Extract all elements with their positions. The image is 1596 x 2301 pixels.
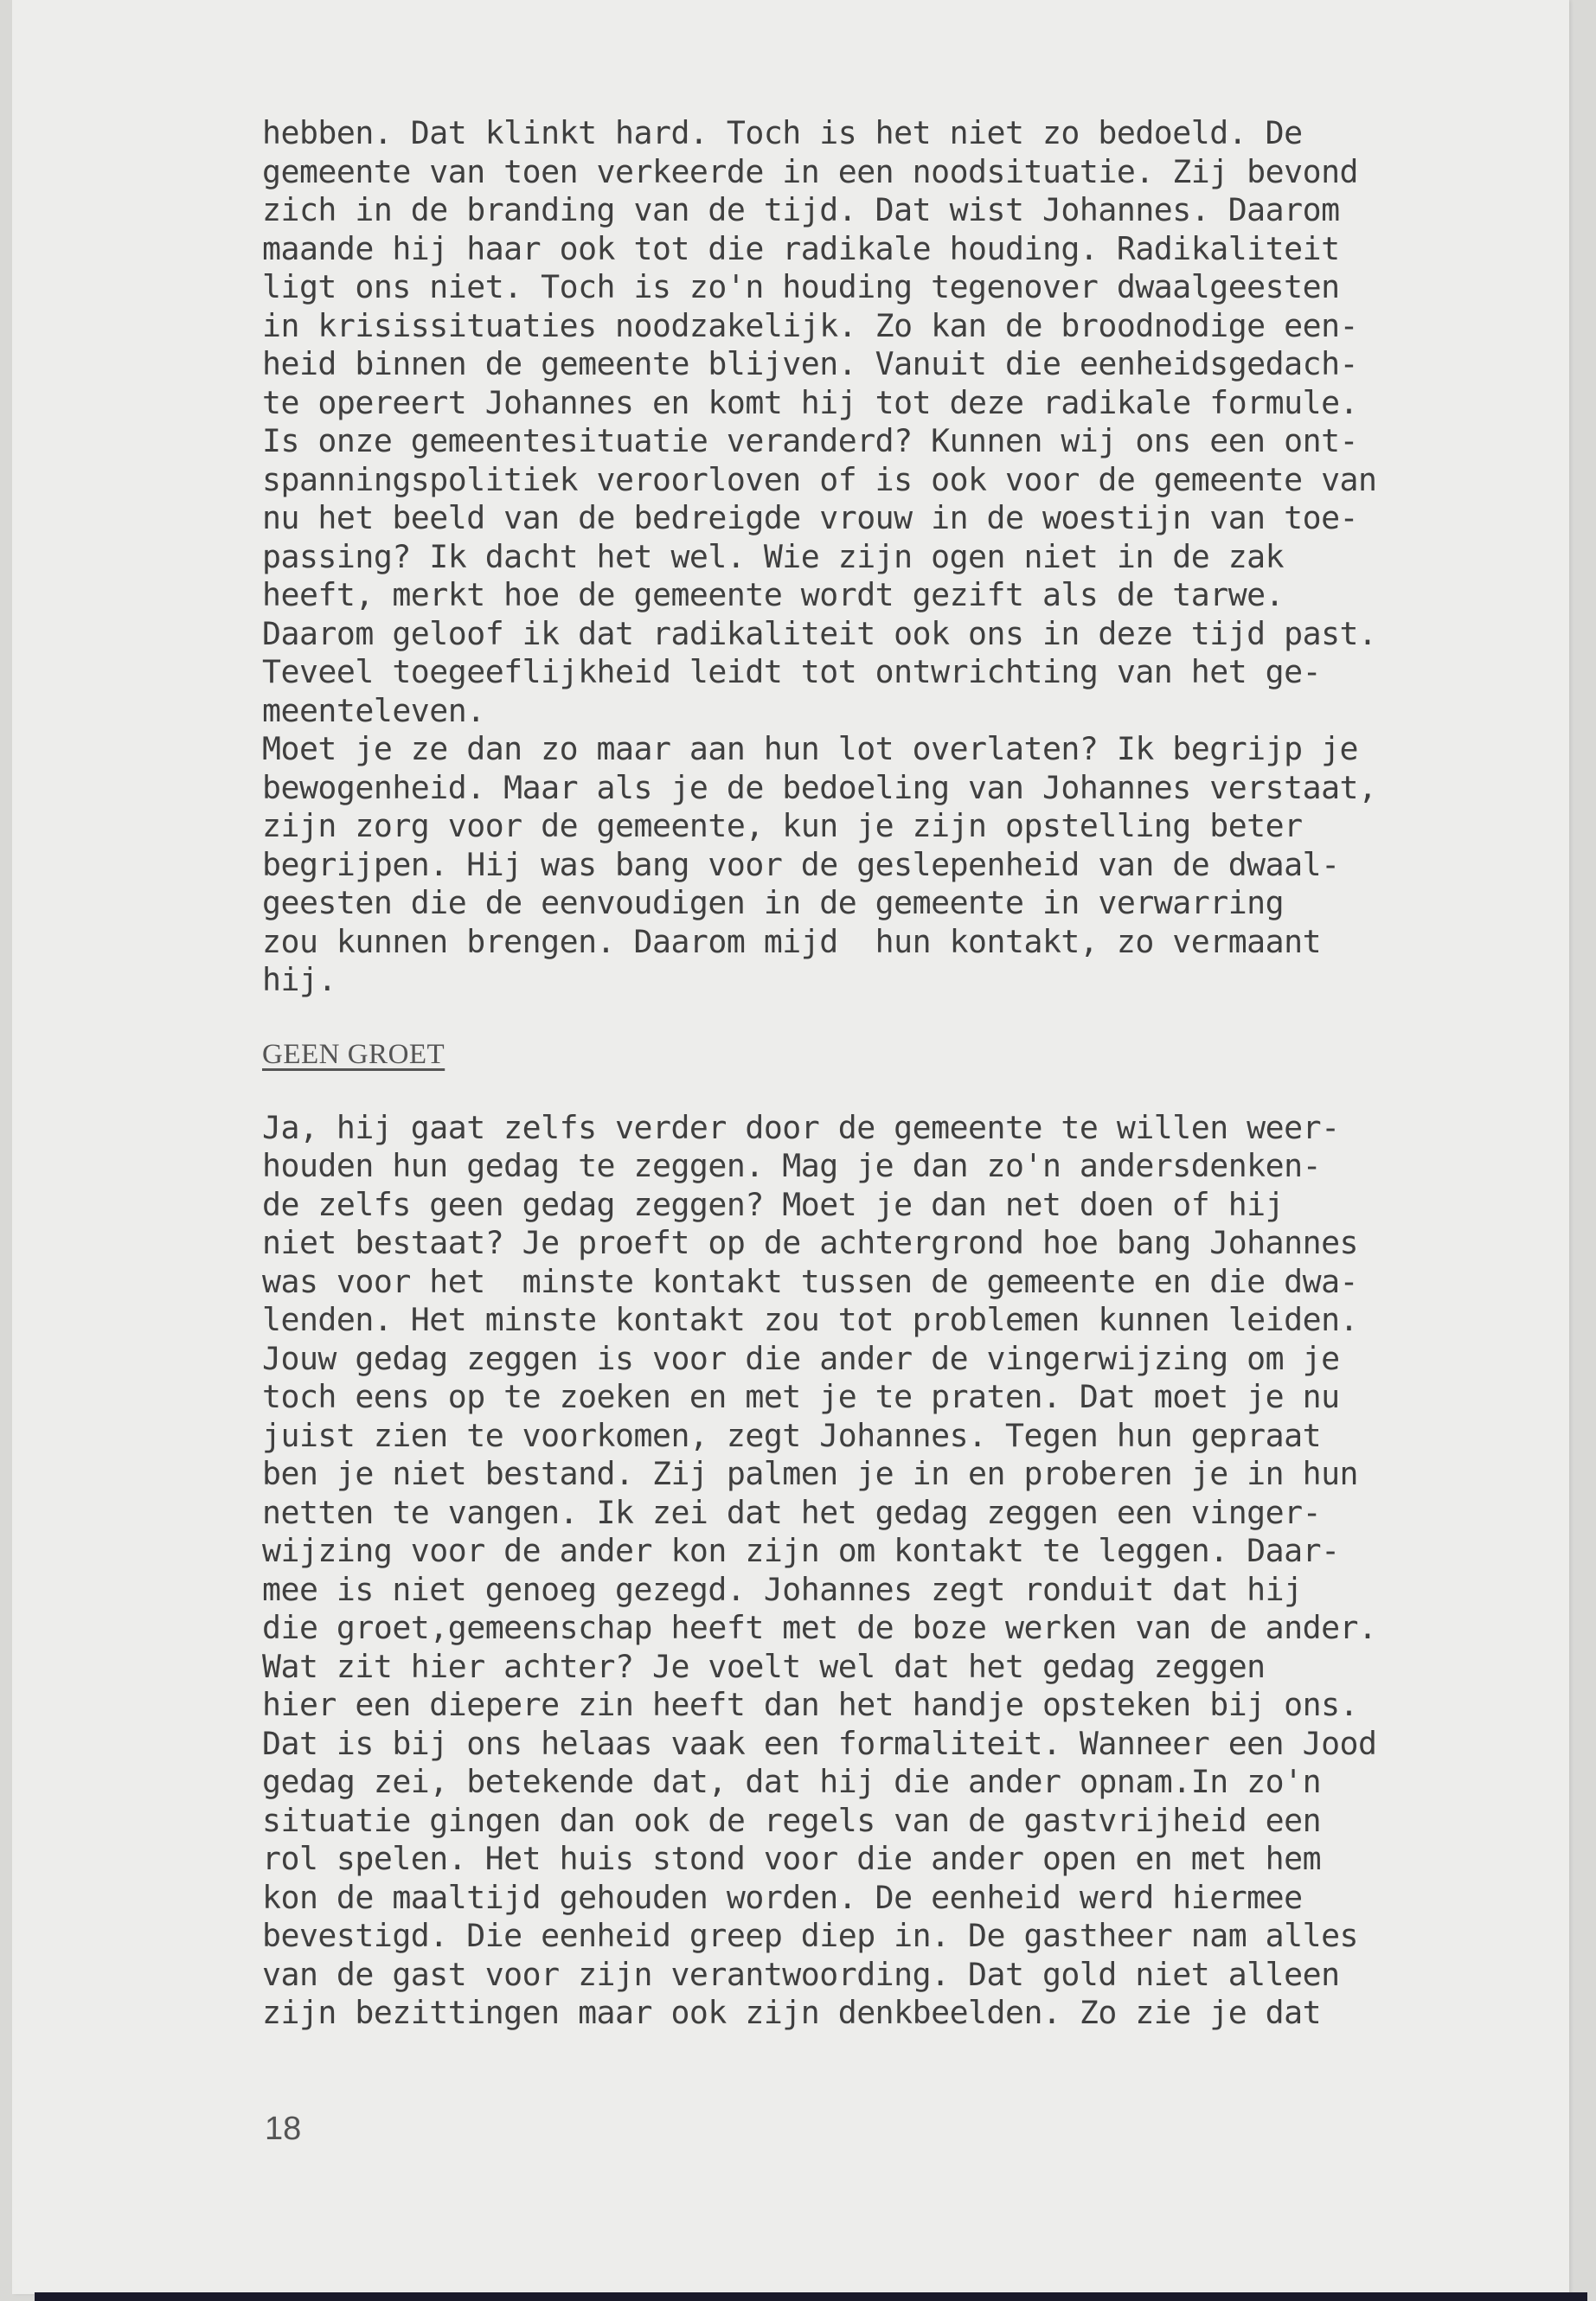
- scan-edge-bar: [35, 2292, 1587, 2301]
- text-line: geesten die de eenvoudigen in de gemeente in verwarring: [262, 884, 1285, 921]
- text-line: nu het beeld van de bedreigde vrouw in de woestijn van toe-: [262, 499, 1359, 536]
- text-line: toch eens op te zoeken en met je te praten. Dat moet je nu: [262, 1378, 1340, 1415]
- text-line: Ja, hij gaat zelfs verder door de gemeente te willen weer-: [262, 1108, 1340, 1146]
- body-text: [262, 114, 1473, 2033]
- text-line: lenden. Het minste kontakt zou tot problemen kunnen leiden.: [262, 1301, 1359, 1338]
- text-line: Teveel toegeeflijkheid leidt tot ontwrichting van het ge-: [262, 653, 1322, 690]
- text-line: passing? Ik dacht het wel. Wie zijn ogen niet in de zak: [262, 537, 1285, 575]
- text-line: was voor het minste kontakt tussen de gemeente en die dwa-: [262, 1262, 1359, 1300]
- text-line: heeft, merkt hoe de gemeente wordt gezift als de tarwe.: [262, 576, 1285, 613]
- text-line: bewogenheid. Maar als je de bedoeling van Johannes verstaat,: [262, 768, 1377, 806]
- text-line: hebben. Dat klinkt hard. Toch is het niet zo bedoeld. De: [262, 114, 1303, 151]
- text-line: de zelfs geen gedag zeggen? Moet je dan net doen of hij: [262, 1185, 1285, 1223]
- heading-row: [262, 1000, 1473, 1109]
- text-line: Dat is bij ons helaas vaak een formaliteit. Wanneer een Jood: [262, 1724, 1377, 1762]
- text-line: Daarom geloof ik dat radikaliteit ook ons in deze tijd past.: [262, 614, 1377, 652]
- text-line: mee is niet genoeg gezegd. Johannes zegt ronduit dat hij: [262, 1570, 1303, 1608]
- text-line: meenteleven.: [262, 691, 485, 729]
- text-line: Jouw gedag zeggen is voor die ander de vingerwijzing om je: [262, 1339, 1340, 1377]
- document-page: [12, 0, 1569, 2294]
- text-line: gemeente van toen verkeerde in een noodsituatie. Zij bevond: [262, 152, 1359, 190]
- text-line: heid binnen de gemeente blijven. Vanuit die eenheidsgedach-: [262, 345, 1359, 382]
- text-line: niet bestaat? Je proeft op de achtergrond hoe bang Johannes: [262, 1224, 1359, 1261]
- text-line: Is onze gemeentesituatie veranderd? Kunnen wij ons een ont-: [262, 422, 1359, 459]
- text-line: maande hij haar ook tot die radikale houding. Radikaliteit: [262, 229, 1340, 267]
- text-line: ligt ons niet. Toch is zo'n houding tegenover dwaalgeesten: [262, 268, 1340, 305]
- paragraph-2: [262, 1109, 1473, 2033]
- page-number: 18: [265, 2111, 302, 2147]
- text-line: begrijpen. Hij was bang voor de geslepenheid van de dwaal-: [262, 845, 1340, 883]
- text-line: hij.: [262, 961, 337, 998]
- text-line: wijzing voor de ander kon zijn om kontakt te leggen. Daar-: [262, 1532, 1340, 1569]
- text-line: zich in de branding van de tijd. Dat wist Johannes. Daarom: [262, 191, 1340, 228]
- text-line: zou kunnen brengen. Daarom mijd hun kontakt, zo vermaant: [262, 922, 1322, 960]
- text-line: Moet je ze dan zo maar aan hun lot overlaten? Ik begrijp je: [262, 730, 1359, 767]
- text-line: gedag zei, betekende dat, dat hij die ander opnam.In zo'n: [262, 1763, 1322, 1800]
- text-line: zijn zorg voor de gemeente, kun je zijn opstelling beter: [262, 807, 1303, 844]
- section-heading: GEEN GROET: [262, 1038, 445, 1070]
- text-line: juist zien te voorkomen, zegt Johannes. Tegen hun gepraat: [262, 1416, 1322, 1454]
- text-line: netten te vangen. Ik zei dat het gedag zeggen een vinger-: [262, 1493, 1322, 1531]
- text-line: kon de maaltijd gehouden worden. De eenheid werd hiermee: [262, 1878, 1303, 1916]
- text-line: spanningspolitiek veroorloven of is ook voor de gemeente van: [262, 460, 1377, 498]
- text-line: Wat zit hier achter? Je voelt wel dat het gedag zeggen: [262, 1647, 1266, 1685]
- text-line: situatie gingen dan ook de regels van de gastvrijheid een: [262, 1801, 1322, 1839]
- text-line: hier een diepere zin heeft dan het handje opsteken bij ons.: [262, 1686, 1359, 1723]
- text-line: zijn bezittingen maar ook zijn denkbeelden. Zo zie je dat: [262, 1994, 1322, 2031]
- text-line: die groet,gemeenschap heeft met de boze werken van de ander.: [262, 1609, 1377, 1646]
- text-line: bevestigd. Die eenheid greep diep in. De gastheer nam alles: [262, 1917, 1359, 1954]
- text-line: te opereert Johannes en komt hij tot deze radikale formule.: [262, 383, 1359, 421]
- text-line: van de gast voor zijn verantwoording. Dat gold niet alleen: [262, 1955, 1340, 1993]
- text-line: ben je niet bestand. Zij palmen je in en proberen je in hun: [262, 1455, 1359, 1492]
- text-line: houden hun gedag te zeggen. Mag je dan zo'n andersdenken-: [262, 1147, 1322, 1184]
- paragraph-1: [262, 114, 1473, 1000]
- text-line: in krisissituaties noodzakelijk. Zo kan de broodnodige een-: [262, 306, 1359, 344]
- text-line: rol spelen. Het huis stond voor die ander open en met hem: [262, 1840, 1322, 1877]
